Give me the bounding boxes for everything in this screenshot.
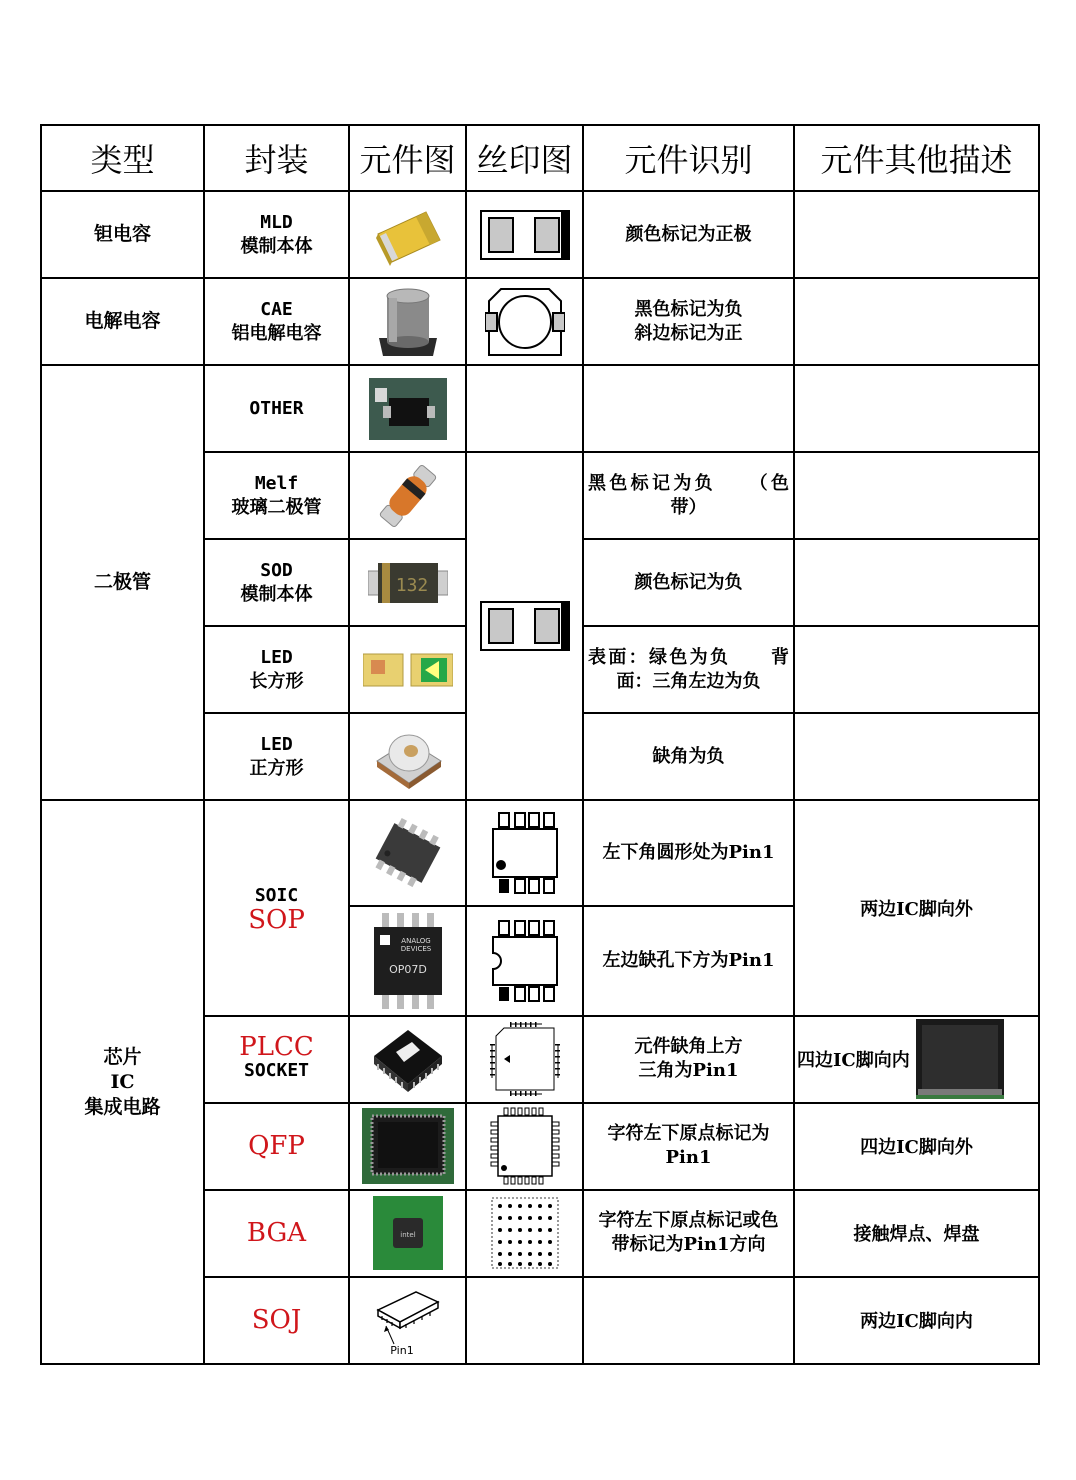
plcc-chip-image xyxy=(349,1016,466,1103)
package-name: 正方形 xyxy=(249,757,304,779)
package-sod xyxy=(204,539,349,626)
package-code: SOD xyxy=(260,559,293,581)
package-led-rect xyxy=(204,626,349,713)
header-silkscreen: 丝印图 xyxy=(466,125,583,191)
other-melf xyxy=(794,452,1039,539)
ident-line: 面：三角左边为负 xyxy=(616,670,761,692)
ident-soj xyxy=(583,1277,794,1364)
package-name: 模制本体 xyxy=(240,235,313,257)
header-other: 元件其他描述 xyxy=(794,125,1039,191)
melf-diode-image xyxy=(349,452,466,539)
package-code-red: QFP xyxy=(248,1131,305,1162)
led-square-icon xyxy=(371,725,445,789)
table-row xyxy=(41,191,1039,278)
chip-logo: intel xyxy=(399,1231,416,1240)
soic-chip-icon xyxy=(366,815,450,891)
header-type: 类型 xyxy=(41,125,204,191)
led-rect-icon xyxy=(363,650,453,690)
diode-silkscreen-icon xyxy=(479,598,571,654)
bga-silkscreen xyxy=(466,1190,583,1277)
package-code-red: SOP xyxy=(248,905,305,936)
other-sod xyxy=(794,539,1039,626)
package-qfp xyxy=(204,1103,349,1190)
ident-line: 黑色标记为负 xyxy=(634,298,743,320)
pin1-label: Pin1 xyxy=(389,1344,414,1358)
ident-line: 表面：绿色为负 背 xyxy=(588,646,789,668)
ident-plcc xyxy=(583,1016,794,1103)
header-package: 封装 xyxy=(204,125,349,191)
package-code: Melf xyxy=(254,472,299,494)
ident-bga xyxy=(583,1190,794,1277)
ident-line: 字符左下原点标记或色 xyxy=(598,1210,779,1232)
soic-silkscreen-2 xyxy=(466,906,583,1016)
ident-mld: 颜色标记为正极 xyxy=(583,191,794,278)
soic-silkscreen-1 xyxy=(466,800,583,905)
header-row xyxy=(41,125,1039,191)
package-code: SOIC xyxy=(254,885,299,907)
category-tantalum: 钽电容 xyxy=(41,191,204,278)
diode-silkscreen xyxy=(466,452,583,800)
sod-diode-icon xyxy=(368,557,448,609)
package-name: 模制本体 xyxy=(240,583,313,605)
table-row xyxy=(41,278,1039,365)
package-code-red: PLCC xyxy=(239,1032,314,1063)
package-other xyxy=(204,365,349,452)
other-plcc-text: 四边IC脚向内 xyxy=(797,1050,910,1072)
electrolytic-capacitor-icon xyxy=(373,282,443,362)
sod-diode-image xyxy=(349,539,466,626)
package-name: 铝电解电容 xyxy=(231,322,322,344)
soic-silkscreen-dot-icon xyxy=(489,809,561,897)
package-bga xyxy=(204,1190,349,1277)
package-code-red: SOJ xyxy=(251,1305,302,1336)
chip-brand-line: ANALOG xyxy=(400,936,431,945)
package-code: CAE xyxy=(260,298,293,320)
other-soj: 两边IC脚向内 xyxy=(794,1277,1039,1364)
ident-qfp xyxy=(583,1103,794,1190)
ident-soic-2: 左边缺孔下方为Pin1 xyxy=(583,906,794,1016)
other-qfp: 四边IC脚向外 xyxy=(794,1103,1039,1190)
soic-adi-chip-image xyxy=(349,906,466,1016)
package-plcc xyxy=(204,1016,349,1103)
analog-devices-chip-icon xyxy=(368,913,448,1009)
ident-line: 元件缺角上方 xyxy=(634,1036,743,1058)
category-line: 芯片 xyxy=(103,1045,142,1068)
ident-led-square: 缺角为负 xyxy=(583,713,794,800)
soj-silkscreen xyxy=(466,1277,583,1364)
package-led-square xyxy=(204,713,349,800)
other-led-rect xyxy=(794,626,1039,713)
tantalum-silkscreen xyxy=(466,191,583,278)
other-plcc xyxy=(794,1016,1039,1103)
led-rect-image xyxy=(349,626,466,713)
plcc-socket-photo-icon xyxy=(916,1019,1004,1099)
bga-chip-photo-icon xyxy=(373,1196,443,1270)
electrolytic-capacitor-image xyxy=(349,278,466,365)
component-table xyxy=(40,124,1040,1365)
ident-line: 斜边标记为正 xyxy=(634,322,743,344)
header-component-image: 元件图 xyxy=(349,125,466,191)
category-line: IC xyxy=(110,1070,135,1093)
electrolytic-silkscreen xyxy=(466,278,583,365)
soj-chip-outline-icon xyxy=(372,1282,444,1358)
plcc-silkscreen-icon xyxy=(490,1022,560,1096)
package-code: LED xyxy=(260,646,293,668)
tantalum-capacitor-icon xyxy=(368,200,448,270)
package-melf xyxy=(204,452,349,539)
ident-line: 黑色标记为负 （色 xyxy=(588,472,789,494)
ident-line: 带） xyxy=(670,496,707,518)
soic-silkscreen-notch-icon xyxy=(489,917,561,1005)
other-mld xyxy=(794,191,1039,278)
table-row xyxy=(41,365,1039,452)
table-row xyxy=(41,800,1039,905)
soj-chip-image xyxy=(349,1277,466,1364)
other-cae xyxy=(794,278,1039,365)
ident-line: 带标记为Pin1方向 xyxy=(611,1234,766,1256)
tantalum-silkscreen-icon xyxy=(479,207,571,263)
package-code-red: BGA xyxy=(246,1218,307,1249)
package-mld xyxy=(204,191,349,278)
category-diode: 二极管 xyxy=(41,365,204,800)
package-code: LED xyxy=(260,733,293,755)
plcc-chip-icon xyxy=(368,1022,448,1096)
qfp-silkscreen xyxy=(466,1103,583,1190)
plcc-silkscreen xyxy=(466,1016,583,1103)
bga-silkscreen-icon xyxy=(490,1196,560,1270)
other-soic: 两边IC脚向外 xyxy=(794,800,1039,1015)
ident-line: 三角为Pin1 xyxy=(638,1060,739,1082)
ident-other xyxy=(583,365,794,452)
diode-other-image xyxy=(349,365,466,452)
other-other xyxy=(794,365,1039,452)
smd-diode-photo-icon xyxy=(369,378,447,440)
package-code: MLD xyxy=(260,211,293,233)
electrolytic-silkscreen-icon xyxy=(485,285,565,359)
package-soic xyxy=(204,800,349,1015)
package-name: 玻璃二极管 xyxy=(231,496,322,518)
sod-chip-marking: 132 xyxy=(395,574,428,596)
ident-led-rect xyxy=(583,626,794,713)
ident-line: Pin1 xyxy=(665,1147,712,1169)
bga-chip-image xyxy=(349,1190,466,1277)
soic-chip-image xyxy=(349,800,466,905)
ident-soic-1: 左下角圆形处为Pin1 xyxy=(583,800,794,905)
category-ic xyxy=(41,800,204,1364)
package-soj xyxy=(204,1277,349,1364)
qfp-chip-image xyxy=(349,1103,466,1190)
ident-line: 字符左下原点标记为 xyxy=(607,1123,770,1145)
tantalum-capacitor-image xyxy=(349,191,466,278)
package-cae xyxy=(204,278,349,365)
package-name: 长方形 xyxy=(249,670,304,692)
chip-brand-line: DEVICES xyxy=(400,944,431,953)
other-led-square xyxy=(794,713,1039,800)
package-code: OTHER xyxy=(249,397,304,419)
other-bga: 接触焊点、焊盘 xyxy=(794,1190,1039,1277)
ident-cae xyxy=(583,278,794,365)
chip-part-number: OP07D xyxy=(388,962,427,976)
ident-melf xyxy=(583,452,794,539)
category-line: 集成电路 xyxy=(84,1095,161,1118)
led-square-image xyxy=(349,713,466,800)
qfp-chip-photo-icon xyxy=(362,1108,454,1184)
qfp-silkscreen-icon xyxy=(490,1106,560,1186)
melf-diode-icon xyxy=(373,460,443,532)
header-identification: 元件识别 xyxy=(583,125,794,191)
category-electrolytic: 电解电容 xyxy=(41,278,204,365)
ident-sod: 颜色标记为负 xyxy=(583,539,794,626)
package-sub: SOCKET xyxy=(243,1060,310,1082)
silkscreen-other xyxy=(466,365,583,452)
